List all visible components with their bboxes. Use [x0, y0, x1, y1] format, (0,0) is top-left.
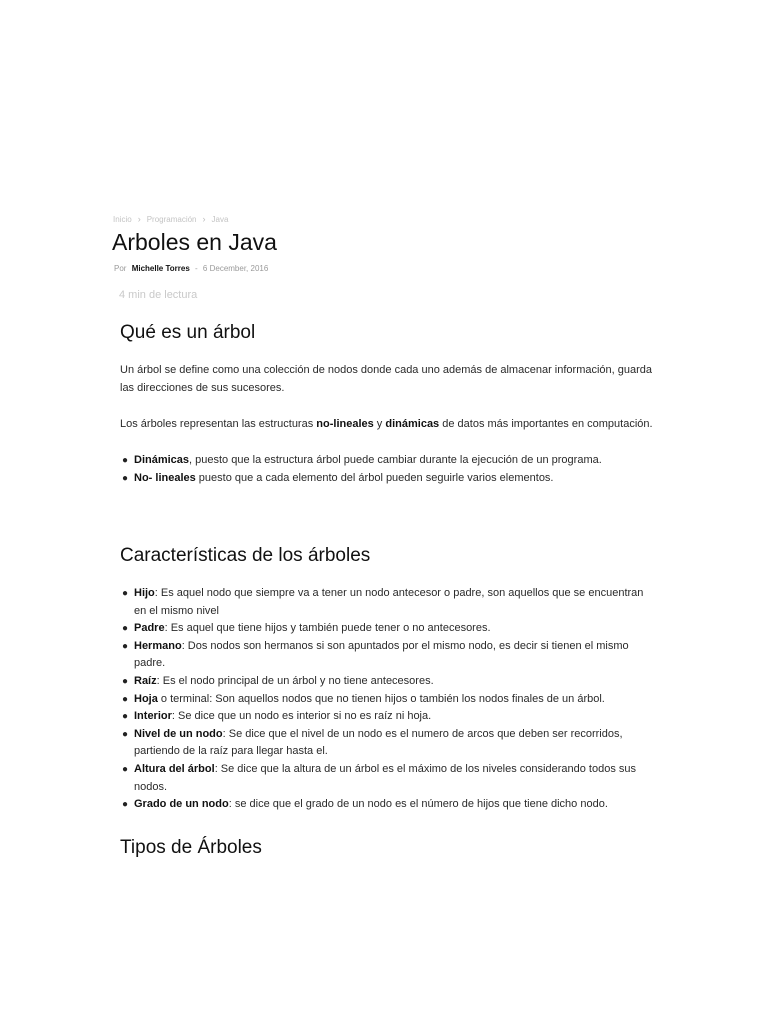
list-item	[120, 673, 655, 691]
list-item	[120, 470, 655, 488]
bold-term: Interior	[134, 710, 172, 723]
bold-term: Dinámicas	[134, 454, 190, 466]
by-label: Por	[114, 264, 127, 273]
breadcrumb-item-java[interactable]: Java	[211, 214, 229, 224]
text-fragment: y	[373, 418, 386, 430]
list-item	[120, 620, 655, 638]
list-section1	[120, 452, 655, 487]
bullet-icon: ●	[122, 763, 129, 775]
bold-term: Padre	[134, 622, 165, 635]
bold-term: Nivel de un nodo	[134, 727, 223, 740]
bullet-icon: ●	[122, 693, 129, 705]
bold-term: Hijo	[134, 587, 155, 599]
chevron-right-icon: ›	[137, 214, 141, 224]
bold-term: Hoja	[134, 692, 158, 705]
section-heading-tipos: Tipos de Árboles	[120, 837, 262, 858]
list-item	[120, 708, 655, 726]
breadcrumb-item-inicio[interactable]: Inicio	[113, 214, 132, 224]
list-item	[120, 726, 655, 761]
bullet-icon: ●	[122, 711, 129, 723]
bullet-icon: ●	[122, 588, 129, 599]
list-item-text: : Dos nodos son hermanos si son apuntados por el mismo nodo, es decir si tienen el mismo padre.	[134, 639, 629, 670]
bold-term: Raíz	[134, 674, 157, 687]
page-title: Arboles en Java	[112, 229, 277, 255]
article-meta	[114, 264, 268, 273]
list-item-text: : se dice que el grado de un nodo es el número de hijos que tiene dicho nodo.	[228, 798, 608, 811]
reading-time: 4 min de lectura	[119, 289, 198, 301]
list-item-text: puesto que a cada elemento del árbol pueden seguirle varios elementos.	[195, 471, 554, 484]
bold-term: dinámicas	[385, 418, 440, 430]
breadcrumb	[113, 214, 228, 224]
list-item-text: : Es el nodo principal de un árbol y no tiene antecesores.	[156, 674, 434, 687]
bold-term: Altura del árbol	[134, 762, 215, 775]
bullet-icon: ●	[122, 799, 129, 811]
list-item	[120, 452, 655, 470]
bullet-icon: ●	[122, 472, 129, 484]
bullet-icon: ●	[122, 623, 129, 635]
text-fragment: de datos más importantes en computación.	[439, 418, 653, 430]
paragraph-structures	[120, 415, 655, 433]
list-item-text: o terminal: Son aquellos nodos que no tienen hijos o también los nodos finales de un árbol.	[157, 692, 605, 705]
section-heading-que-es: Qué es un árbol	[120, 322, 256, 343]
bold-term: No- lineales	[134, 471, 196, 484]
bold-term: Grado de un nodo	[134, 798, 229, 811]
bullet-icon: ●	[122, 675, 129, 687]
chevron-right-icon: ›	[202, 214, 206, 224]
bold-term: no-lineales	[316, 418, 374, 430]
paragraph-definition: Un árbol se define como una colección de nodos donde cada uno además de almacenar información, guarda las direcciones de sus sucesores.	[120, 364, 653, 394]
author-link[interactable]: Michelle Torres	[131, 264, 190, 273]
list-item-text: : Es aquel que tiene hijos y también puede tener o no antecesores.	[164, 622, 491, 635]
bold-term: Hermano	[134, 639, 182, 652]
list-item	[120, 638, 655, 673]
list-item-text: : Se dice que un nodo es interior si no es raíz ni hoja.	[171, 710, 432, 723]
list-item-text: : Se dice que el nivel de un nodo es el numero de arcos que deben ser recorridos, partiendo de la raíz para llegar hasta el.	[134, 727, 623, 758]
list-item	[120, 761, 655, 796]
list-item-text: : Es aquel nodo que siempre va a tener un nodo antecesor o padre, son aquellos que se encuentran en el mismo nivel	[134, 587, 644, 617]
list-item-text: : Se dice que la altura de un árbol es el máximo de los niveles considerando todos sus nodos.	[134, 762, 636, 793]
list-item-text: , puesto que la estructura árbol puede cambiar durante la ejecución de un programa.	[189, 454, 602, 466]
publish-date: 6 December, 2016	[202, 264, 269, 273]
list-item	[120, 796, 655, 814]
bullet-icon: ●	[122, 640, 129, 652]
section-heading-caracteristicas: Características de los árboles	[120, 545, 371, 566]
breadcrumb-item-programacion[interactable]: Programación	[146, 214, 197, 224]
text-fragment: Los árboles representan las estructuras	[120, 418, 317, 430]
list-item	[120, 691, 655, 709]
list-item	[120, 585, 655, 620]
meta-separator: -	[195, 264, 198, 273]
list-section2	[120, 585, 655, 814]
bullet-icon: ●	[122, 728, 129, 740]
bullet-icon: ●	[122, 455, 129, 466]
